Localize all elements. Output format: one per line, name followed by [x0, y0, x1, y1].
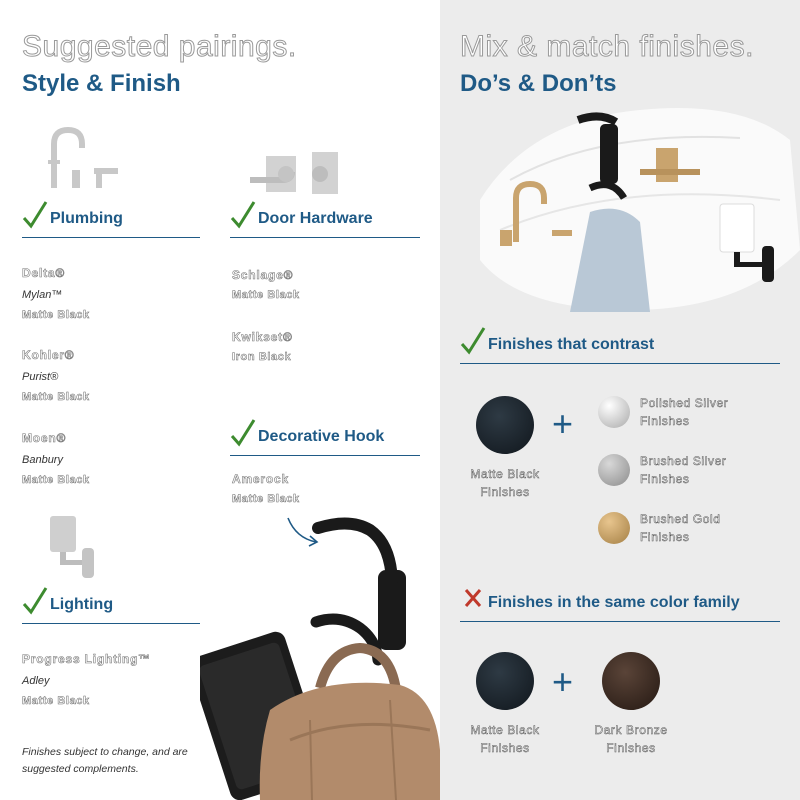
dos-donts-title: Do’s & Don’ts	[460, 70, 617, 97]
plumbing-finish-1: Matte Black	[22, 309, 90, 321]
brushed-silver-label	[640, 452, 726, 488]
plumbing-model-2: Purist®	[22, 371, 59, 383]
plumbing-model-3: Banbury	[22, 454, 63, 466]
x-mark-icon	[460, 584, 486, 614]
matte-black-label	[460, 465, 550, 501]
plumbing-finish-3: Matte Black	[22, 474, 90, 486]
polished-silver-swatch	[598, 396, 630, 428]
matte-black-swatch	[476, 396, 534, 454]
door-lever-icon	[248, 150, 340, 196]
dark-bronze-line2: Finishes	[606, 741, 656, 755]
mixed-finish-products-illustration	[500, 112, 800, 312]
check-icon	[230, 418, 256, 448]
matte-black-label-2	[460, 721, 550, 757]
check-icon	[22, 200, 48, 230]
dark-bronze-line1: Dark Bronze	[594, 723, 668, 737]
wall-light-icon	[46, 514, 96, 580]
decorative-hook-section-header	[230, 422, 420, 456]
contrast-heading: Finishes that contrast	[488, 336, 655, 353]
door-brand-2: Kwikset®	[232, 330, 293, 344]
polished-silver-line2: Finishes	[640, 414, 690, 428]
dark-bronze-label	[586, 721, 676, 757]
lighting-heading: Lighting	[50, 596, 114, 613]
plumbing-heading: Plumbing	[50, 210, 123, 227]
brushed-silver-swatch	[598, 454, 630, 486]
plumbing-brand-1: Delta®	[22, 266, 65, 280]
brushed-gold-line2: Finishes	[640, 530, 690, 544]
mix-match-heading: Mix & match finishes.	[460, 30, 754, 63]
dark-bronze-swatch	[602, 652, 660, 710]
polished-silver-line1: Polished Silver	[640, 396, 729, 410]
suggested-pairings-heading: Suggested pairings.	[22, 30, 297, 63]
faucet-icon	[44, 124, 118, 194]
hook-finish-1: Matte Black	[232, 493, 300, 505]
matte-black-2-line1: Matte Black	[470, 723, 540, 737]
matte-black-label-line2: Finishes	[480, 485, 530, 499]
lighting-section-header	[22, 590, 200, 624]
door-hardware-section-header	[230, 204, 420, 238]
hook-brand-1: Amerock	[232, 472, 289, 486]
door-hardware-heading: Door Hardware	[258, 210, 373, 227]
decorative-hook-heading: Decorative Hook	[258, 428, 385, 445]
same-family-section-header	[460, 588, 780, 622]
matte-black-2-line2: Finishes	[480, 741, 530, 755]
polished-silver-label	[640, 394, 728, 430]
check-icon	[22, 586, 48, 616]
disclaimer-text: Finishes subject to change, and are suggested complements.	[22, 746, 188, 775]
hook-backpack-illustration	[200, 510, 440, 800]
brushed-gold-label	[640, 510, 721, 546]
plus-sign: +	[552, 403, 574, 444]
matte-black-swatch-2	[476, 652, 534, 710]
plumbing-finish-2: Matte Black	[22, 391, 90, 403]
plus-sign-2: +	[552, 661, 574, 702]
same-family-heading: Finishes in the same color family	[488, 594, 740, 611]
brushed-silver-line2: Finishes	[640, 472, 690, 486]
check-icon	[230, 200, 256, 230]
contrast-section-header	[460, 330, 780, 364]
plumbing-brand-2: Kohler®	[22, 348, 75, 362]
door-finish-1: Matte Black	[232, 289, 300, 301]
style-finish-title: Style & Finish	[22, 70, 181, 97]
plumbing-model-1: Mylan™	[22, 289, 63, 301]
plumbing-section-header	[22, 204, 200, 238]
lighting-model-1: Adley	[22, 675, 50, 687]
right-panel	[440, 0, 800, 800]
brushed-gold-line1: Brushed Gold	[640, 512, 721, 526]
lighting-finish-1: Matte Black	[22, 695, 90, 707]
brushed-silver-line1: Brushed Silver	[640, 454, 727, 468]
lighting-brand-1: Progress Lighting™	[22, 652, 152, 666]
check-icon	[460, 326, 486, 356]
brushed-gold-swatch	[598, 512, 630, 544]
matte-black-label-line1: Matte Black	[470, 467, 540, 481]
plumbing-brand-3: Moen®	[22, 431, 67, 445]
door-brand-1: Schlage®	[232, 268, 294, 282]
door-finish-2: Iron Black	[232, 351, 292, 363]
